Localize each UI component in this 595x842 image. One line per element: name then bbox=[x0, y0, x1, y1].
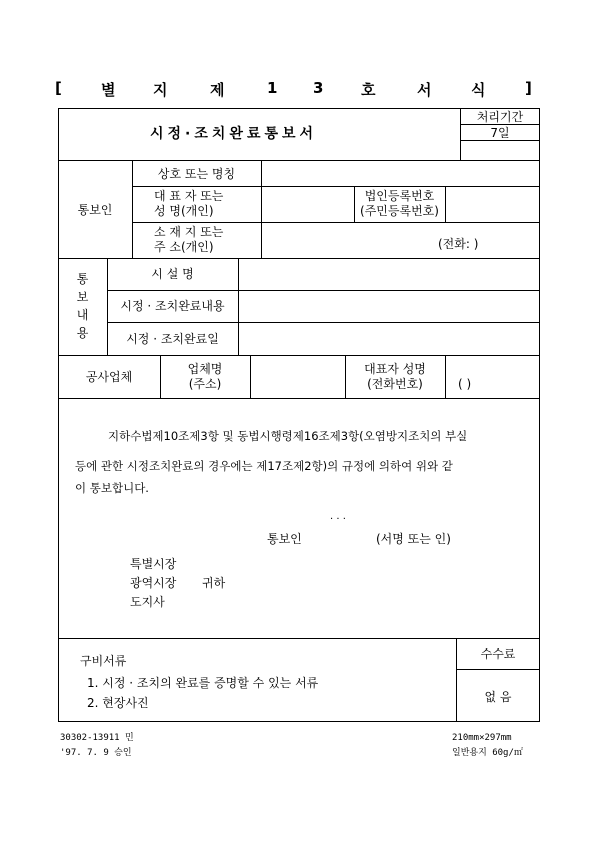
registration-number-label: 법인등록번호 bbox=[364, 189, 435, 203]
company-name-label: 업체명 bbox=[187, 362, 223, 376]
completion-date-label: 시정 · 조치완료일 bbox=[126, 332, 219, 346]
header-char: [ bbox=[55, 79, 63, 97]
header-char: 3 bbox=[313, 79, 325, 97]
signer-name-field[interactable] bbox=[310, 530, 372, 546]
completion-date-field[interactable] bbox=[239, 323, 539, 354]
business-name-field[interactable] bbox=[262, 161, 539, 185]
paper-size: 210mm×297mm bbox=[452, 733, 512, 743]
content-section-char: 용 bbox=[76, 326, 89, 340]
contractor-label: 공사업체 bbox=[85, 370, 133, 384]
contractor-rep-label: 대표자 성명 bbox=[364, 362, 426, 376]
header-char: 1 bbox=[267, 79, 279, 97]
approval-date: '97. 7. 9 승인 bbox=[60, 748, 132, 758]
date-field[interactable]: . . . bbox=[330, 511, 346, 522]
registration-number-label: (주민등록번호) bbox=[360, 204, 439, 218]
action-details-label: 시정 · 조치완료내용 bbox=[120, 299, 225, 313]
fee-value: 없 음 bbox=[484, 690, 512, 704]
rule bbox=[456, 669, 540, 670]
content-section-char: 보 bbox=[76, 290, 89, 304]
recipient-label: 광역시장 bbox=[130, 576, 177, 590]
address-field[interactable] bbox=[262, 223, 432, 257]
processing-period-value: 7일 bbox=[490, 126, 510, 140]
header-char: 서 bbox=[417, 81, 433, 99]
action-details-field[interactable] bbox=[239, 291, 539, 321]
paper-weight: 일반용지 60g/㎡ bbox=[452, 748, 523, 758]
rule bbox=[58, 398, 540, 399]
contractor-phone-field[interactable]: ( ) bbox=[458, 377, 472, 391]
representative-label: 대 표 자 또는 bbox=[154, 189, 224, 203]
header-char: 제 bbox=[210, 81, 226, 99]
notifier-section-label: 통보인 bbox=[77, 203, 113, 217]
facility-name-field[interactable] bbox=[239, 259, 539, 289]
business-name-label: 상호 또는 명칭 bbox=[157, 167, 236, 181]
body-text-line: 지하수법제10조제3항 및 동법시행령제16조제3항(오염방지조치의 부실 bbox=[108, 429, 468, 443]
honorific-label: 귀하 bbox=[202, 576, 226, 590]
form-code: 30302-13911 민 bbox=[60, 733, 134, 743]
rule bbox=[460, 140, 540, 141]
required-documents-title: 구비서류 bbox=[80, 654, 127, 668]
company-field[interactable] bbox=[251, 356, 344, 397]
representative-label: 성 명(개인) bbox=[154, 204, 214, 218]
registration-number-field[interactable] bbox=[446, 187, 539, 221]
content-section-char: 통 bbox=[76, 272, 89, 286]
header-char: 호 bbox=[361, 81, 377, 99]
signer-label: 통보인 bbox=[267, 532, 302, 546]
phone-label: (전화: ) bbox=[438, 237, 479, 251]
rule bbox=[445, 355, 446, 398]
content-section-char: 내 bbox=[76, 308, 89, 322]
processing-period-label: 처리기간 bbox=[476, 110, 524, 124]
address-label: 소 재 지 또는 bbox=[154, 225, 224, 239]
required-document-item: 2. 현장사진 bbox=[87, 696, 149, 710]
header-char: 지 bbox=[153, 81, 169, 99]
fee-label: 수수료 bbox=[480, 647, 516, 661]
header-char: ] bbox=[525, 79, 533, 97]
body-text-line: 이 통보합니다. bbox=[75, 481, 149, 495]
header-char: 별 bbox=[101, 81, 117, 99]
facility-name-label: 시 설 명 bbox=[151, 267, 194, 281]
page-title: 시정·조치완료통보서 bbox=[150, 126, 318, 142]
signature-label: (서명 또는 인) bbox=[376, 532, 451, 546]
body-text-line: 등에 관한 시정조치완료의 경우에는 제17조제2항)의 규정에 의하여 위와 같 bbox=[75, 459, 453, 473]
recipient-label: 도지사 bbox=[130, 595, 165, 609]
header-char: 식 bbox=[471, 81, 487, 99]
address-label: 주 소(개인) bbox=[154, 240, 214, 254]
required-document-item: 1. 시정 · 조치의 완료를 증명할 수 있는 서류 bbox=[87, 676, 319, 690]
recipient-label: 특별시장 bbox=[130, 557, 177, 571]
company-address-label: (주소) bbox=[188, 377, 222, 391]
contractor-phone-label: (전화번호) bbox=[367, 377, 423, 391]
representative-field[interactable] bbox=[262, 187, 353, 221]
rule bbox=[58, 638, 540, 639]
rule bbox=[460, 124, 540, 125]
